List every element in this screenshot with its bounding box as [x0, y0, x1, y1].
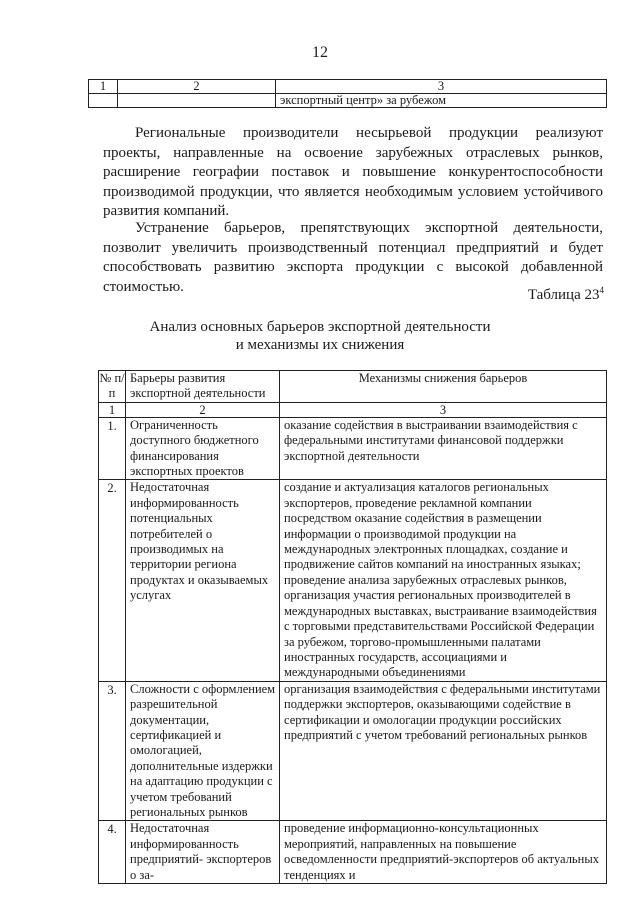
- mechanism-cell: организация взаимодействия с федеральными институтами поддержки экспортеров, оказывающими содействие в сертификации и омологации продукции российских предприятий с учетом требований региональных рынков: [280, 681, 607, 821]
- table-title-line-1: Анализ основных барьеров экспортной деятельности: [149, 319, 491, 335]
- barrier-cell: Ограниченность доступного бюджетного финансирования экспортных проектов: [126, 417, 280, 480]
- index-cell: 3: [280, 402, 607, 417]
- barrier-cell: Недостаточная информированность предприятий- экспортеров о за-: [126, 821, 280, 884]
- paragraph-1: Региональные производители несырьевой продукции реализуют проекты, направленные на освоение зарубежных отраслевых рынков, расширение географии поставок и повышение конкурентоспособности производимой продукции, что является необходимым условием устойчивого развития компаний.: [103, 125, 603, 219]
- continuation-cell: экспортный центр» за рубежом: [276, 94, 607, 108]
- row-number: 2.: [99, 480, 126, 681]
- barriers-table: [98, 370, 607, 884]
- table-title-line-2: и механизмы их снижения: [235, 337, 405, 353]
- header-number: № п/п: [99, 371, 125, 401]
- mechanism-cell: проведение информационно-консультационных мероприятий, направленных на повышение осведомленности предприятий-экспортеров об актуальных тенденциях и: [280, 821, 607, 884]
- table-caption-footnote: 4: [599, 285, 604, 295]
- barrier-cell: Сложности с оформлением разрешительной документации, сертификацией и омологацией, дополнительные издержки на адаптацию продукции с учетом требований региональных рынков: [126, 681, 280, 821]
- continuation-table: [88, 79, 607, 108]
- continuation-cell: [89, 94, 118, 108]
- header-mechanisms: Механизмы снижения барьеров: [280, 371, 607, 403]
- table-caption-text: Таблица 23: [527, 287, 600, 303]
- table-title: [0, 318, 640, 354]
- table-row: [99, 821, 607, 884]
- continuation-index-row: [89, 80, 607, 94]
- row-number: 4.: [99, 821, 126, 884]
- continuation-index-cell: 1: [89, 80, 118, 94]
- mechanism-cell: создание и актуализация каталогов региональных экспортеров, проведение рекламной компании посредством оказание содействия в размещении информации о производимой продукции на международных электронных площадках, создание и продвижение сайтов компаний на иностранных языках; проведение анализа зарубежных отраслевых рынков, организация участия региональных производителей в международных выставках, выстраивание взаимодействия с торговыми представительствами Российской Федерации за рубежом, торгово-промышленными палатами иностранных государств, ассоциациями и международными объединениями: [280, 480, 607, 681]
- continuation-cell: [118, 94, 276, 108]
- table-row: [99, 480, 607, 681]
- table-header-row: [99, 371, 607, 403]
- barrier-cell: Недостаточная информированность потенциальных потребителей о производимых на территории региона продуктах и оказываемых услугах: [126, 480, 280, 681]
- index-cell: 1: [99, 402, 126, 417]
- row-number: 1.: [99, 417, 126, 480]
- index-cell: 2: [126, 402, 280, 417]
- header-barriers: Барьеры развития экспортной деятельности: [126, 371, 280, 403]
- continuation-index-cell: 2: [118, 80, 276, 94]
- table-row: [99, 417, 607, 480]
- continuation-index-cell: 3: [276, 80, 607, 94]
- mechanism-cell: оказание содействия в выстраивании взаимодействия с федеральными институтами финансовой поддержки экспортной деятельности: [280, 417, 607, 480]
- continuation-content-row: [89, 94, 607, 108]
- paragraph-2: Устранение барьеров, препятствующих экспортной деятельности, позволит увеличить производственный потенциал предприятий и будет способствовать развитию экспорта продукции с высокой добавленной стоимостью.: [103, 220, 603, 295]
- row-number: 3.: [99, 681, 126, 821]
- table-index-row: [99, 402, 607, 417]
- table-caption: [528, 285, 604, 304]
- page-number: 12: [312, 44, 328, 61]
- table-row: [99, 681, 607, 821]
